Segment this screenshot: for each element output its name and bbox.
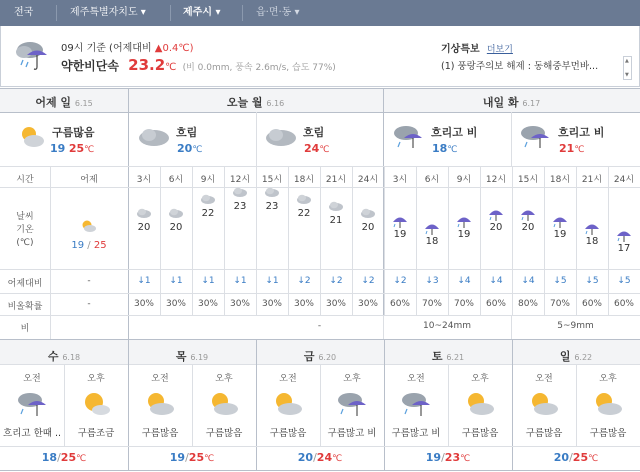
- hour-temp: 18: [585, 236, 599, 247]
- weekday-condition: 구름많고 비: [327, 428, 377, 439]
- summary-temp-tomorrow-low: 18℃: [432, 142, 458, 155]
- day-header-today: 오늘 월 6.16: [226, 96, 285, 109]
- yesterday-rain-prob: -: [87, 299, 91, 309]
- hour-label: 15시: [517, 175, 539, 185]
- partly-cloudy-icon: [18, 124, 46, 150]
- partly-cloudy-icon: [463, 389, 497, 419]
- rain-amount-tomorrow-am: 10~24mm: [423, 321, 471, 331]
- hour-label: 12시: [485, 175, 507, 185]
- scroll-up-icon[interactable]: ▲: [625, 58, 629, 64]
- hour-label: 24시: [357, 175, 379, 185]
- hour-delta: ↓2: [393, 276, 407, 286]
- hour-label: 24시: [613, 175, 635, 185]
- weekday-temps: 19/25℃: [169, 451, 215, 464]
- summary-condition-tomorrow-am: 흐리고 비: [431, 126, 478, 139]
- hour-temp: 20: [521, 222, 535, 233]
- hour-rain-prob: 70%: [453, 299, 474, 309]
- rain-cloud-icon: [392, 122, 424, 152]
- hour-rain-prob: 30%: [293, 299, 314, 309]
- summary-condition-tomorrow-pm: 흐리고 비: [558, 126, 605, 139]
- hour-rain-prob: 70%: [421, 299, 442, 309]
- partly-cloudy-icon: [591, 389, 625, 419]
- hour-temp: 18: [425, 236, 439, 247]
- hour-temp: 22: [297, 208, 311, 219]
- rain-umbrella-icon: [616, 229, 632, 243]
- hour-delta: ↓1: [137, 276, 151, 286]
- hour-rain-prob: 60%: [485, 299, 506, 309]
- hour-label: 18시: [549, 175, 571, 185]
- temp-delta: ▲0.4℃): [154, 43, 194, 54]
- afternoon-label: 오후: [87, 374, 105, 384]
- current-detail: (비 0.0mm, 풍속 2.6m/s, 습도 77%): [182, 63, 336, 73]
- hour-temp: 19: [393, 229, 407, 240]
- weekday-condition: 구름많음: [525, 428, 563, 439]
- warning-scrollbar[interactable]: [623, 56, 632, 80]
- cloud-icon: [137, 126, 171, 148]
- hour-rain-prob: 60%: [613, 299, 634, 309]
- summary-temp-today-low: 20℃: [177, 142, 203, 155]
- rain-umbrella-icon: [456, 215, 472, 229]
- hour-rain-prob: 30%: [357, 299, 378, 309]
- hour-rain-prob: 30%: [197, 299, 218, 309]
- nav-nationwide[interactable]: 전국: [14, 7, 34, 18]
- hour-label: 6시: [168, 175, 184, 185]
- row-label-vs-yesterday: 어제대비: [7, 279, 43, 289]
- nav-province-dropdown[interactable]: 제주특별자치도 ▾: [70, 7, 146, 18]
- row-label-rain-prob: 비올확률: [7, 302, 43, 312]
- hour-label: 18시: [293, 175, 315, 185]
- rain-umbrella-icon: [424, 222, 440, 236]
- rain-cloud-icon: [13, 36, 51, 74]
- hour-rain-prob: 30%: [165, 299, 186, 309]
- hour-delta: ↓4: [457, 276, 471, 286]
- weekday-temps: 19/23℃: [425, 451, 471, 464]
- nav-town-dropdown[interactable]: 읍·면·동 ▾: [256, 7, 300, 18]
- summary-temps-yesterday: 19 25℃: [50, 142, 95, 155]
- hour-delta: ↓1: [265, 276, 279, 286]
- hour-temp: 21: [329, 215, 343, 226]
- morning-label: 오전: [407, 374, 425, 384]
- yesterday-temps: 19 / 25: [71, 240, 107, 251]
- summary-condition-today-am: 흐림: [176, 126, 198, 139]
- weekday-condition: 구름많음: [205, 428, 243, 439]
- summary-temp-today-high: 24℃: [304, 142, 330, 155]
- partly-cloudy-icon: [271, 389, 305, 419]
- afternoon-label: 오후: [471, 374, 489, 384]
- weekday-header: 금 6.20: [303, 350, 337, 363]
- hour-label: 21시: [325, 175, 347, 185]
- summary-temp-tomorrow-high: 21℃: [559, 142, 585, 155]
- hour-delta: ↓2: [361, 276, 375, 286]
- cloud-icon: [360, 208, 376, 218]
- hour-rain-prob: 30%: [133, 299, 154, 309]
- hour-delta: ↓5: [553, 276, 567, 286]
- weekday-header: 수 6.18: [47, 350, 81, 363]
- current-condition-row: 약한비단속 23.2℃ (비 0.0mm, 풍속 2.6m/s, 습도 77%): [61, 56, 336, 74]
- hour-temp: 20: [169, 222, 183, 233]
- nav-separator: [170, 5, 171, 21]
- rain-cloud-icon: [15, 389, 49, 419]
- hour-temp: 20: [361, 222, 375, 233]
- hour-delta: ↓2: [297, 276, 311, 286]
- current-weather-panel: [0, 26, 640, 87]
- hour-label: 3시: [392, 175, 408, 185]
- yesterday-delta: -: [87, 276, 91, 286]
- hour-delta: ↓1: [233, 276, 247, 286]
- day-header-yesterday: 어제 일 6.15: [35, 96, 93, 109]
- partly-cloudy-icon: [527, 389, 561, 419]
- hour-delta: ↓4: [521, 276, 535, 286]
- hour-label: 6시: [424, 175, 440, 185]
- weekday-condition: 구름많음: [269, 428, 307, 439]
- nav-city-dropdown[interactable]: 제주시 ▾: [183, 7, 221, 18]
- morning-label: 오전: [279, 374, 297, 384]
- mostly-sunny-icon: [79, 389, 113, 419]
- hour-temp: 20: [489, 222, 503, 233]
- hour-label: 21시: [581, 175, 603, 185]
- cloud-icon: [232, 187, 248, 197]
- hour-delta: ↓5: [617, 276, 631, 286]
- partly-cloudy-icon: [80, 219, 96, 233]
- cloud-icon: [264, 126, 298, 148]
- hour-rain-prob: 60%: [389, 299, 410, 309]
- afternoon-label: 오후: [215, 374, 233, 384]
- hour-label: 9시: [456, 175, 472, 185]
- weekday-condition: 구름조금: [77, 428, 115, 439]
- cloud-icon: [296, 194, 312, 204]
- weekday-condition: 구름많음: [141, 428, 179, 439]
- morning-label: 오전: [151, 374, 169, 384]
- weekday-header: 일 6.22: [559, 350, 593, 363]
- partly-cloudy-icon: [207, 389, 241, 419]
- hour-temp: 19: [457, 229, 471, 240]
- hour-temp: 22: [201, 208, 215, 219]
- hour-label: 15시: [261, 175, 283, 185]
- warning-text[interactable]: (1) 풍랑주의보 해제 : 동해중부먼바...: [441, 61, 599, 72]
- rain-umbrella-icon: [392, 215, 408, 229]
- scroll-down-icon[interactable]: ▼: [625, 72, 629, 78]
- summary-condition-today-pm: 흐림: [303, 126, 325, 139]
- weekday-header: 목 6.19: [175, 350, 209, 363]
- cloud-icon: [264, 187, 280, 197]
- hour-delta: ↓1: [169, 276, 183, 286]
- cloud-icon: [328, 201, 344, 211]
- summary-condition-yesterday: 구름많음: [52, 126, 95, 139]
- hour-rain-prob: 30%: [261, 299, 282, 309]
- hour-rain-prob: 60%: [581, 299, 602, 309]
- location-nav-bar: [0, 0, 640, 26]
- cloud-icon: [168, 208, 184, 218]
- rain-cloud-icon: [399, 389, 433, 419]
- hour-temp: 23: [233, 201, 247, 212]
- morning-label: 오전: [23, 374, 41, 384]
- col-label-yesterday: 어제: [80, 175, 98, 185]
- hour-label: 3시: [136, 175, 152, 185]
- hour-label: 12시: [229, 175, 251, 185]
- rain-umbrella-icon: [488, 208, 504, 222]
- hour-delta: ↓5: [585, 276, 599, 286]
- weekday-condition: 구름많음: [589, 428, 627, 439]
- hour-label: 9시: [200, 175, 216, 185]
- partly-cloudy-icon: [143, 389, 177, 419]
- warning-more-link[interactable]: 더보기: [486, 45, 513, 55]
- hour-rain-prob: 70%: [549, 299, 570, 309]
- rain-cloud-icon: [519, 122, 551, 152]
- rain-umbrella-icon: [584, 222, 600, 236]
- hour-rain-prob: 30%: [229, 299, 250, 309]
- rain-umbrella-icon: [552, 215, 568, 229]
- weekday-temps: 20/25℃: [553, 451, 599, 464]
- row-label-weather-temp: 날씨 기온 (℃): [16, 212, 34, 248]
- hour-temp: 19: [553, 229, 567, 240]
- current-condition: 약한비단속: [61, 59, 119, 73]
- current-temp: 23.2: [128, 56, 166, 74]
- rain-amount-today: -: [317, 321, 322, 331]
- nav-separator: [56, 5, 57, 21]
- hour-rain-prob: 30%: [325, 299, 346, 309]
- weekday-condition: 흐리고 한때 ..: [3, 428, 61, 439]
- nav-separator: [242, 5, 243, 21]
- hour-temp: 20: [137, 222, 151, 233]
- weekday-condition: 구름많고 비: [391, 428, 441, 439]
- weekday-header: 토 6.21: [431, 350, 465, 363]
- hour-rain-prob: 80%: [517, 299, 538, 309]
- hour-delta: ↓3: [425, 276, 439, 286]
- day-header-tomorrow: 내일 화 6.17: [482, 96, 541, 109]
- afternoon-label: 오후: [343, 374, 361, 384]
- cloud-icon: [136, 208, 152, 218]
- rain-umbrella-icon: [520, 208, 536, 222]
- hour-delta: ↓2: [329, 276, 343, 286]
- rain-amount-tomorrow-pm: 5~9mm: [557, 321, 594, 331]
- row-label-rain: 비: [20, 324, 30, 334]
- weather-warning-header: [441, 40, 513, 55]
- current-base-time: 09시 기준 (어제대비 ▲0.4℃): [61, 43, 194, 54]
- rain-cloud-icon: [335, 389, 369, 419]
- cloud-icon: [200, 194, 216, 204]
- weekday-temps: 20/24℃: [297, 451, 343, 464]
- hour-delta: ↓1: [201, 276, 215, 286]
- morning-label: 오전: [535, 374, 553, 384]
- warning-title: 기상특보: [441, 44, 480, 55]
- weekday-condition: 구름많음: [461, 428, 499, 439]
- hour-temp: 23: [265, 201, 279, 212]
- weekday-temps: 18/25℃: [41, 451, 87, 464]
- row-label-time: 시간: [16, 175, 34, 185]
- afternoon-label: 오후: [599, 374, 617, 384]
- hour-delta: ↓4: [489, 276, 503, 286]
- hour-temp: 17: [617, 243, 631, 254]
